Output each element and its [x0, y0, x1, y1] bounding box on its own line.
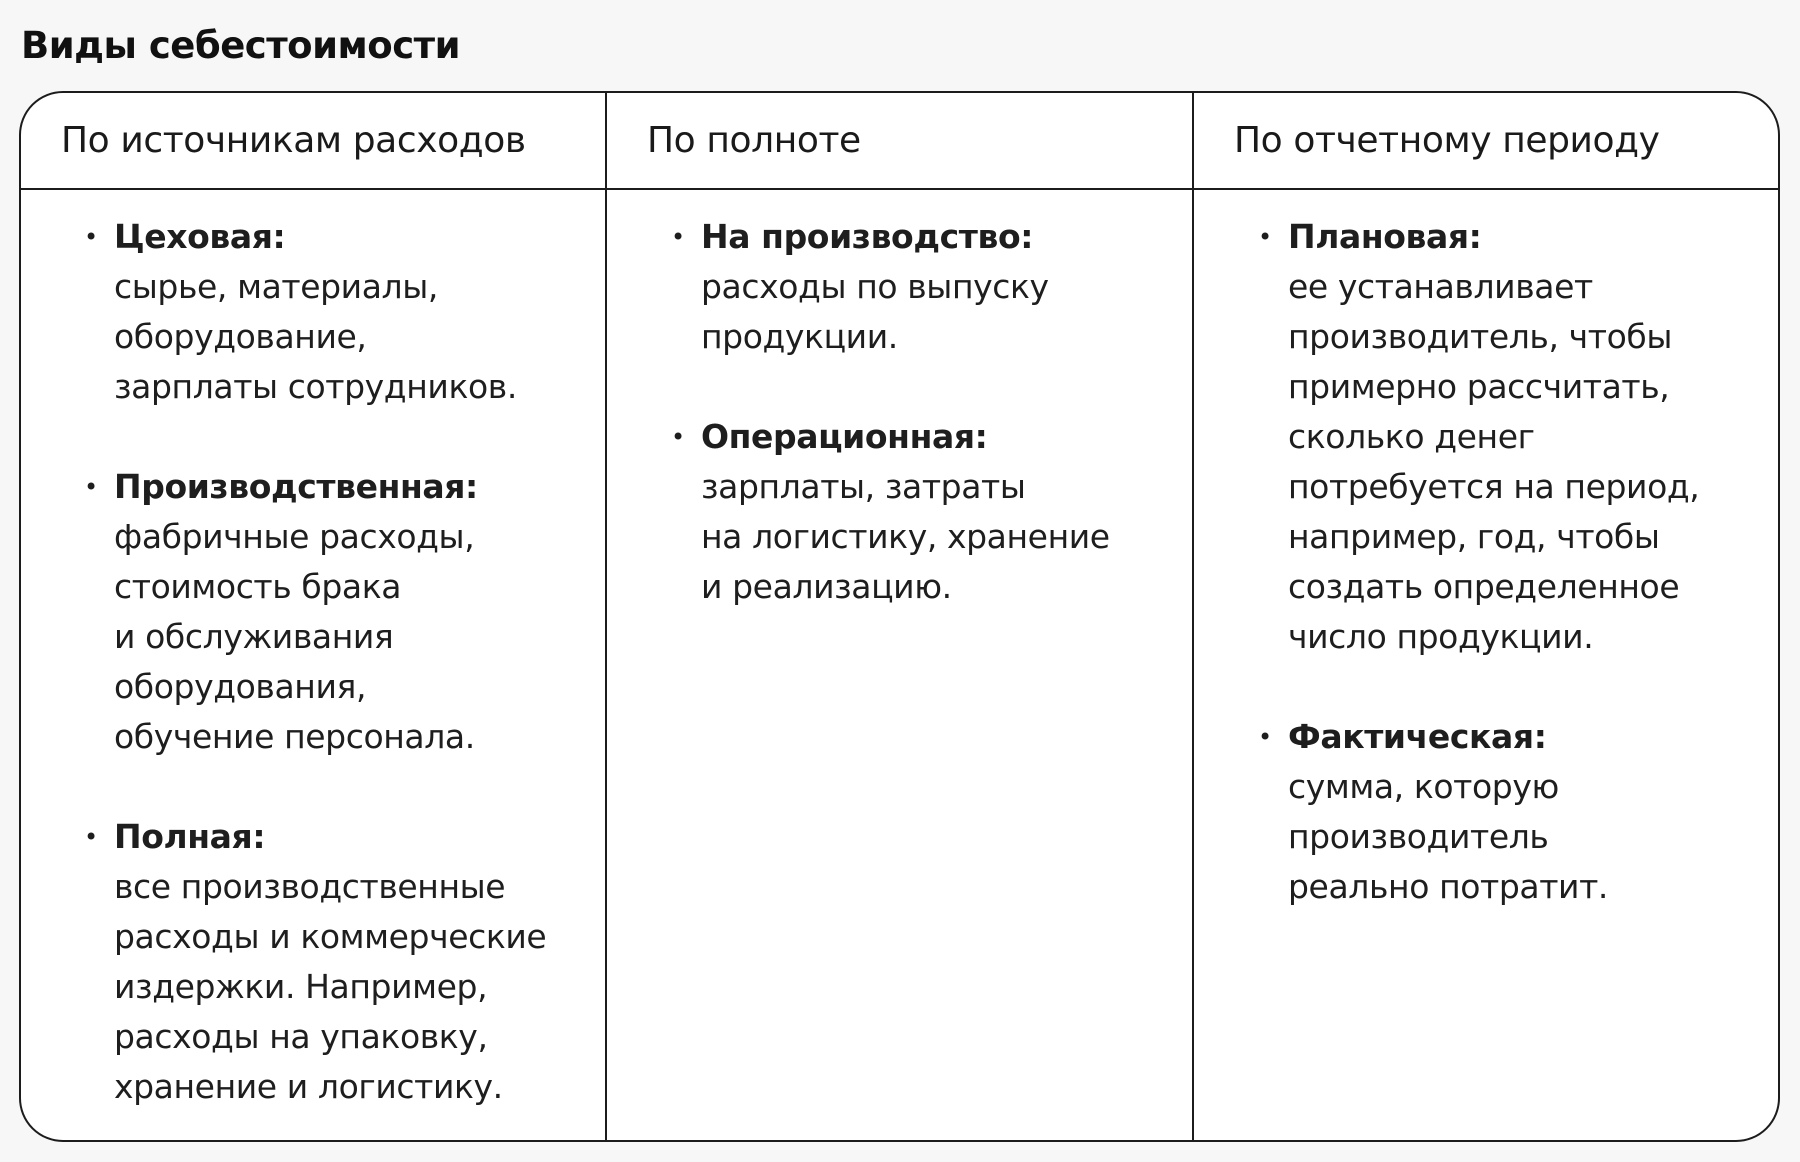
item-text-line: сумма, которую [1288, 767, 1559, 806]
item-text-line: создать определенное [1288, 567, 1680, 606]
item-text-line: зарплаты, затраты [701, 467, 1026, 506]
item-text-line: сколько денег [1288, 417, 1535, 456]
item-list [671, 212, 1110, 662]
bullet-icon: • [1258, 223, 1272, 251]
table-header-row [21, 93, 1778, 190]
cost-types-table [19, 91, 1780, 1142]
item-title: Операционная: [701, 417, 988, 456]
list-item [84, 212, 546, 412]
item-text-line: сырье, материалы, [114, 267, 438, 306]
bullet-icon: • [671, 223, 685, 251]
item-text-line: число продукции. [1288, 617, 1594, 656]
item-text-line: оборудования, [114, 667, 367, 706]
item-text-line: производитель [1288, 817, 1549, 856]
item-text-line: хранение и логистику. [114, 1067, 503, 1106]
bullet-icon: • [671, 423, 685, 451]
item-text-line: продукции. [701, 317, 898, 356]
item-text-line: оборудование, [114, 317, 367, 356]
bullet-icon: • [84, 473, 98, 501]
item-text-line: на логистику, хранение [701, 517, 1110, 556]
item-text-line: потребуется на период, [1288, 467, 1700, 506]
column-period [1194, 190, 1779, 1140]
item-text-line: расходы и коммерческие [114, 917, 547, 956]
bullet-icon: • [84, 823, 98, 851]
list-item [1258, 212, 1700, 662]
list-item [84, 812, 547, 1112]
item-title: Фактическая: [1288, 717, 1547, 756]
column-completeness [607, 190, 1192, 1140]
list-item [671, 412, 1110, 612]
item-text-line: ее устанавливает [1288, 267, 1593, 306]
item-text-line: примерно рассчитать, [1288, 367, 1670, 406]
item-text-line: издержки. Например, [114, 967, 488, 1006]
column-header-sources: По источникам расходов [61, 120, 526, 161]
item-title: На производство: [701, 217, 1034, 256]
item-text-line: фабричные расходы, [114, 517, 475, 556]
item-text-line: реально потратит. [1288, 867, 1609, 906]
item-title: Полная: [114, 817, 266, 856]
item-list [1258, 212, 1700, 962]
column-header-completeness: По полноте [647, 120, 861, 161]
list-item [84, 462, 546, 762]
item-title: Производственная: [114, 467, 478, 506]
item-text-line: например, год, чтобы [1288, 517, 1660, 556]
bullet-icon: • [84, 223, 98, 251]
page-title: Виды себестоимости [21, 24, 460, 67]
column-sources [21, 190, 605, 1140]
item-text-line: расходы на упаковку, [114, 1017, 488, 1056]
item-title: Цеховая: [114, 217, 286, 256]
item-text-line: и реализацию. [701, 567, 952, 606]
item-text-line: все производственные [114, 867, 506, 906]
item-text-line: и обслуживания [114, 617, 394, 656]
item-title: Плановая: [1288, 217, 1482, 256]
item-text-line: расходы по выпуску [701, 267, 1049, 306]
list-item [1258, 712, 1699, 912]
item-text-line: стоимость брака [114, 567, 402, 606]
list-item [671, 212, 1110, 362]
item-text-line: производитель, чтобы [1288, 317, 1672, 356]
bullet-icon: • [1258, 723, 1272, 751]
item-list [84, 212, 547, 1142]
item-text-line: зарплаты сотрудников. [114, 367, 517, 406]
item-text-line: обучение персонала. [114, 717, 475, 756]
column-header-period: По отчетному периоду [1234, 120, 1660, 161]
